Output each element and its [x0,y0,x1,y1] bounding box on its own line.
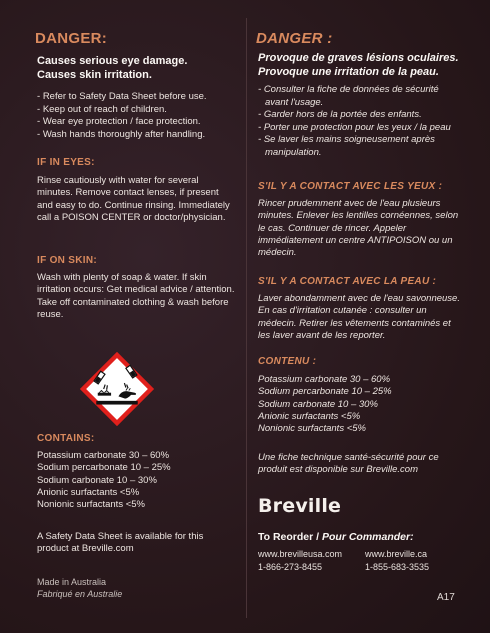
skin-heading-fr: S'IL Y A CONTACT AVEC LA PEAU : [258,276,437,287]
us-website: www.brevilleusa.com [258,549,343,559]
list-item: Sodium carbonate 10 – 30% [258,398,378,410]
list-item: - Keep out of reach of children. [37,104,247,117]
list-item: - Wash hands thoroughly after handling. [37,129,247,142]
list-item: Anionic surfactants <5% [258,410,361,422]
list-item: - Porter une protection pour les yeux / la peau [258,122,463,135]
contains-heading: CONTAINS: [37,433,95,444]
reorder-en: To Reorder / [258,531,320,543]
sds-note: A Safety Data Sheet is available for this product at Breville.com [37,531,204,555]
list-item: Nonionic surfactants <5% [37,499,145,511]
list-item: Nonionic surfactants <5% [258,423,366,435]
contains-heading-fr: CONTENU : [258,356,317,367]
precaution-list-fr [258,84,463,159]
breville-logo: Breville [258,495,342,517]
list-item: - Wear eye protection / face protection. [37,116,247,129]
hazard-statement: Causes serious eye damage. [37,55,188,67]
reorder-heading [258,531,414,543]
made-in-en: Made in Australia [37,577,107,587]
list-item: Potassium carbonate 30 – 60% [258,374,391,385]
eyes-instructions-fr: Rincer prudemment avec de l'eau plusieurs minutes. Enlever les lentilles cornéennes, selon le cas. Continuer de rincer. Appeler immédiatement un centre ANTIPOISON ou un médecin. [258,198,459,259]
us-phone: 1-866-273-8455 [258,562,323,572]
eyes-heading-fr: S'IL Y A CONTACT AVEC LES YEUX : [258,181,443,192]
list-item: Sodium percarbonate 10 – 25% [37,462,171,474]
list-item: Anionic surfactants <5% [37,486,140,498]
list-item: - Garder hors de la portée des enfants. [258,109,463,122]
danger-heading-fr: DANGER : [256,30,333,47]
list-item: Potassium carbonate 30 – 60% [37,450,170,461]
list-item: - Refer to Safety Data Sheet before use. [37,91,247,104]
hazard-statement: Causes skin irritation. [37,69,152,81]
ca-phone: 1-855-683-3535 [365,562,430,572]
skin-heading: IF ON SKIN: [37,255,97,266]
hazard-statement-fr: Provoque une irritation de la peau. [258,66,439,78]
label-code: A17 [437,592,455,603]
danger-heading: DANGER: [35,30,108,47]
contact-us [258,548,342,574]
contact-ca [365,548,429,574]
hazard-statement-fr: Provoque de graves lésions oculaires. [258,52,459,64]
list-item: - Se laver les mains soigneusement après manipulation. [258,134,463,159]
ca-website: www.breville.ca [365,549,428,559]
list-item: Sodium percarbonate 10 – 25% [258,386,392,398]
eyes-instructions: Rinse cautiously with water for several minutes. Remove contact lenses, if present and easy to do. Continue rinsing. Immediately call a POISON CENTER or doctor/physician. [37,175,230,223]
reorder-fr: Pour Commander: [321,531,414,543]
skin-instructions: Wash with plenty of soap & water. If skin irritation occurs: Get medical advice / attention. Take off contaminated clothing & wash before reuse. [37,272,235,320]
sds-note-fr: Une fiche technique santé-sécurité pour ce produit est disponible sur Breville.com [258,452,439,476]
list-item: Sodium carbonate 10 – 30% [37,474,157,486]
list-item: - Consulter la fiche de données de sécurité avant l'usage. [258,84,463,109]
skin-instructions-fr: Laver abondamment avec de l'eau savonneuse. En cas d'irritation cutanée : consulter un médecin. Retirer les vêtements contaminés et les laver avant de les reporter. [258,293,460,341]
eyes-heading: IF IN EYES: [37,157,95,168]
made-in-fr: Fabriqué en Australie [37,589,123,599]
ingredient-list-fr [258,374,463,435]
